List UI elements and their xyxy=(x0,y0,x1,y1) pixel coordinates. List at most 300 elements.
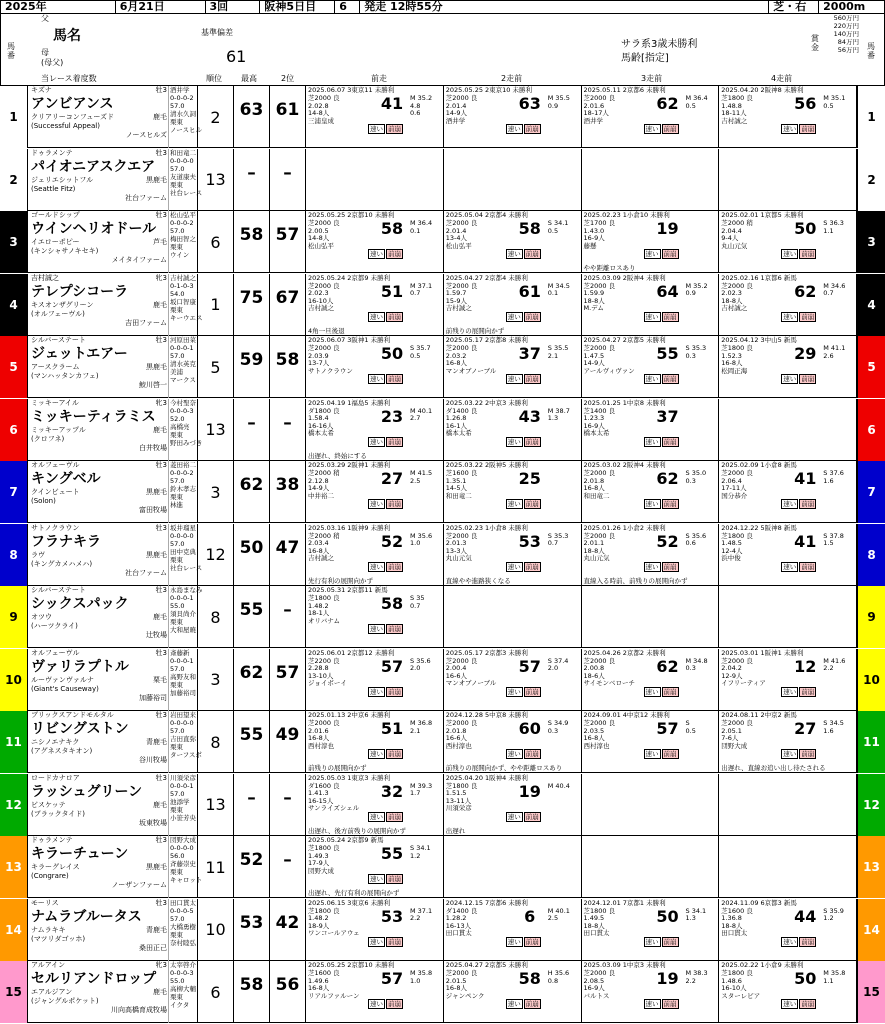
race-tags xyxy=(368,687,403,697)
horse-number-right: 2 xyxy=(857,149,885,211)
race-figure: 64 xyxy=(656,281,679,301)
jockey-line: 54.0 xyxy=(170,289,185,298)
breeder: 加藤裕司 xyxy=(139,693,167,702)
horse-number-right: 7 xyxy=(857,461,885,523)
race-heading: 2025.05.24 2京都9 新馬 xyxy=(308,836,384,844)
race-right: M 35.8 1.1 xyxy=(823,969,846,985)
race-right: S 35.5 2.1 xyxy=(547,344,569,360)
horse-info xyxy=(28,899,198,961)
race-right: M 39.3 1.7 xyxy=(410,781,433,797)
fast-tag: 速い xyxy=(783,562,797,571)
col-dam: 母 xyxy=(41,48,49,57)
sex-age: 牡3 xyxy=(155,461,167,469)
race-right: S 34.1 1.2 xyxy=(410,844,431,860)
sire-name: モーリス xyxy=(31,898,59,907)
coat-color: 青鹿毛 xyxy=(146,925,167,934)
race-heading: 2025.02.09 1小倉8 新馬 xyxy=(721,461,797,469)
horse-number: 6 xyxy=(0,399,28,461)
past-race-2 xyxy=(444,461,582,523)
race-left: 芝1800 良 1.48.2 18-1人 オリバナム xyxy=(308,594,340,625)
past-race-1 xyxy=(306,461,444,523)
jockey-line: 吉田直弥 xyxy=(170,735,196,743)
jockey-line: 57.0 xyxy=(170,789,185,798)
past-race-4 xyxy=(719,149,857,211)
broodmare-sire: (Congrare) xyxy=(31,872,69,880)
race-heading: 2025.06.15 3東京6 未勝利 xyxy=(308,898,391,907)
sire-name: シルバーステート xyxy=(31,336,86,344)
fast-tag: 速い xyxy=(370,1000,383,1008)
fast-tag: 速い xyxy=(645,250,659,258)
race-heading: 2025.01.13 2中京6 未勝利 xyxy=(308,711,391,719)
horse-row xyxy=(0,836,885,898)
jockey-line: 社台レース xyxy=(170,188,203,197)
past-race-1 xyxy=(306,211,444,273)
race-tags xyxy=(644,999,679,1009)
top-speed: – xyxy=(247,412,256,433)
past-race-4 xyxy=(719,899,857,961)
col-prev2: 2走前 xyxy=(501,74,523,83)
jockey-block xyxy=(168,86,202,148)
race-left: 芝2000 良 1.47.5 14-9人 アールヴィヴァン xyxy=(583,344,635,375)
rank: 8 xyxy=(198,711,234,773)
second-speed-cell xyxy=(270,336,306,398)
fast-tag: 速い xyxy=(370,937,383,946)
horse-number-right: 15 xyxy=(857,961,885,1023)
sire-name: ブリックスアンドモルタル xyxy=(31,711,114,719)
jockey-line: 斎藤新 xyxy=(170,648,190,657)
horse-info xyxy=(28,86,202,148)
breeder: 谷川牧場 xyxy=(139,756,167,764)
race-tags xyxy=(644,687,679,697)
jockey-block xyxy=(168,774,198,836)
second-speed-cell xyxy=(270,961,306,1023)
dam-name: クリアリーコンフューズド xyxy=(31,113,115,121)
horse-info xyxy=(28,148,203,211)
fast-tag: 速い xyxy=(507,812,521,821)
race-left: 芝1400 良 1.23.3 16-9人 橋本太希 xyxy=(583,406,616,437)
race-tags xyxy=(368,249,403,259)
past-race-3 xyxy=(582,274,720,336)
horse-number: 15 xyxy=(0,961,28,1023)
rank: 5 xyxy=(198,336,234,398)
sex-age: 牡3 xyxy=(155,586,167,594)
horse-number: 3 xyxy=(0,211,28,273)
race-right: S 34.1 1.3 xyxy=(685,906,707,922)
fast-tag: 速い xyxy=(645,125,659,133)
jockey-line: 池添学 xyxy=(170,797,190,806)
jockey-line: 社台レース xyxy=(170,563,203,572)
second-speed: 56 xyxy=(275,975,300,995)
front-tag: 前崩 xyxy=(525,312,539,321)
breeder: 鮫川啓一 xyxy=(139,381,167,389)
rank: 6 xyxy=(198,961,234,1023)
race-right: M 38.7 1.3 xyxy=(547,406,570,422)
jockey-line: 太宰啓介 xyxy=(170,961,196,969)
horse-name: キングベル xyxy=(31,471,101,487)
front-tag: 前崩 xyxy=(663,375,677,383)
fast-tag: 速い xyxy=(783,937,797,946)
past-race-3 xyxy=(582,149,720,211)
broodmare-sire: (クロフネ) xyxy=(31,434,65,443)
front-tag: 前崩 xyxy=(801,687,815,696)
front-tag: 前崩 xyxy=(525,250,539,258)
coat-color: 鹿毛 xyxy=(153,613,167,621)
jockey-line: 57.0 xyxy=(170,352,185,360)
fast-tag: 速い xyxy=(507,312,521,321)
second-speed-cell xyxy=(270,399,306,461)
jockey-line: キーウエス xyxy=(170,313,203,322)
past-race-3 xyxy=(582,399,720,461)
horse-row xyxy=(0,274,885,336)
past-race-2 xyxy=(444,899,582,961)
horse-number-right: 14 xyxy=(857,899,885,961)
horse-number: 5 xyxy=(0,336,28,398)
race-right: M 41.5 2.5 xyxy=(410,469,433,485)
race-heading: 2025.02.23 1小倉10 未勝利 xyxy=(583,211,670,219)
second-speed: 49 xyxy=(275,725,300,745)
race-figure: 62 xyxy=(656,94,679,113)
race-tags xyxy=(644,499,679,509)
jockey-block xyxy=(168,899,198,961)
race-figure: 37 xyxy=(656,406,679,426)
jockey-line: 栗東 xyxy=(170,805,183,814)
jockey-line: 栗東 xyxy=(170,493,183,501)
jockey-line: 栗東 xyxy=(170,305,183,314)
race-heading: 2025.05.25 2東京10 未勝利 xyxy=(445,86,533,94)
broodmare-sire: (ハーツクライ) xyxy=(31,622,78,630)
race-figure: 62 xyxy=(656,469,679,488)
race-heading: 2024.08.11 2中京2 新馬 xyxy=(721,711,797,719)
sex-age: 牝3 xyxy=(155,961,167,969)
breeder: ノースヒルズ xyxy=(125,131,167,139)
race-right: M 36.4 0.5 xyxy=(685,94,708,110)
fast-tag: 速い xyxy=(507,125,521,133)
jockey-line: 0-0-0-5 xyxy=(170,906,194,915)
top-speed: – xyxy=(247,787,256,808)
race-heading: 2025.04.26 2京都2 未勝利 xyxy=(583,648,666,657)
top-speed-cell xyxy=(234,711,270,773)
jockey-line: 0-1-0-3 xyxy=(170,281,194,290)
horse-number-right: 13 xyxy=(857,836,885,898)
jockey-line: 0-0-0-3 xyxy=(170,406,194,415)
past-race-2 xyxy=(444,711,582,773)
race-heading: 2025.04.19 1福島5 未勝利 xyxy=(308,398,391,407)
past-race-2 xyxy=(444,649,582,711)
past-race-4 xyxy=(719,711,857,773)
jockey-line: イクタ xyxy=(170,1001,190,1009)
race-figure: 37 xyxy=(518,344,541,363)
top-speed-cell xyxy=(234,336,270,398)
horse-row xyxy=(0,961,885,1023)
horse-name: ラッシュグリーン xyxy=(31,783,143,800)
race-figure: 6 xyxy=(524,906,536,926)
race-comment: 出遅れ、先行有利の展開向かず xyxy=(308,889,400,897)
race-figure: 51 xyxy=(380,719,404,738)
fast-tag: 速い xyxy=(370,750,383,758)
horse-name: アンビアンス xyxy=(31,96,114,112)
dam-name: クインビュート xyxy=(31,488,80,496)
race-right: S 34.9 0.3 xyxy=(547,719,569,735)
horse-number: 14 xyxy=(0,899,28,961)
race-heading: 2025.03.09 1中京3 未勝利 xyxy=(583,961,666,969)
jockey-line: 小笹芳央 xyxy=(170,813,196,822)
race-right: M 35.1 0.5 xyxy=(823,94,846,110)
race-tags xyxy=(506,812,541,822)
fast-tag: 速い xyxy=(507,1000,521,1008)
past-race-4 xyxy=(719,774,857,836)
jockey-line: 清水英克 xyxy=(170,360,196,368)
race-right: M 37.1 2.2 xyxy=(410,906,433,922)
race-heading: 2024.12.01 7京都1 未勝利 xyxy=(583,898,666,907)
front-tag: 前崩 xyxy=(388,562,401,571)
horse-info xyxy=(28,961,198,1023)
race-figure: 55 xyxy=(380,844,404,863)
coat-color: 鹿毛 xyxy=(153,988,167,996)
fast-tag: 速い xyxy=(783,312,797,321)
race-right: S 35.6 2.0 xyxy=(410,656,431,672)
horse-name: セルリアンドロップ xyxy=(31,971,157,987)
second-speed: 61 xyxy=(275,100,300,120)
past-race-3 xyxy=(582,524,720,586)
jockey-line: 0-0-0-1 xyxy=(170,781,194,790)
breeder: メイタイファーム xyxy=(111,256,167,264)
past-race-4 xyxy=(719,649,857,711)
top-speed: 62 xyxy=(239,475,264,495)
rank: 10 xyxy=(198,899,234,961)
race-heading: 2025.03.09 2阪神4 未勝利 xyxy=(583,273,666,282)
jockey-line: 加藤裕司 xyxy=(170,688,196,697)
race-left: 芝2000 良 2.01.6 16-8人 西村淳也 xyxy=(308,719,340,750)
race-left: 芝2000 良 1.59.9 18-8人 M.デム xyxy=(583,281,616,312)
rank: 6 xyxy=(198,211,234,273)
jockey-block xyxy=(168,523,203,586)
horse-number-right: 12 xyxy=(857,774,885,836)
front-tag: 前崩 xyxy=(663,312,677,321)
race-heading: 2025.03.16 1阪神9 未勝利 xyxy=(308,523,391,532)
horse-info xyxy=(28,461,198,523)
top-speed-cell xyxy=(234,774,270,836)
prize-label: 賞金 xyxy=(811,34,819,52)
horse-number-right: 6 xyxy=(857,399,885,461)
horse-info xyxy=(28,523,203,586)
second-speed: 58 xyxy=(275,350,300,370)
race-tags xyxy=(368,999,403,1009)
second-speed: – xyxy=(283,850,292,870)
race-figure: 53 xyxy=(380,906,404,926)
race-figure: 27 xyxy=(380,469,404,488)
race-left: 芝2000 良 2.06.4 17-11人 国分恭介 xyxy=(721,469,753,500)
top-speed: 52 xyxy=(239,850,264,870)
jockey-line: 栗東 xyxy=(170,180,183,189)
rank: 13 xyxy=(198,399,234,461)
fast-tag: 速い xyxy=(507,250,521,258)
front-tag: 前崩 xyxy=(388,625,401,633)
second-speed: – xyxy=(283,600,292,620)
past-race-2 xyxy=(444,774,582,836)
race-tags xyxy=(368,312,403,322)
jockey-line: 奈村睦弘 xyxy=(170,938,196,947)
fast-tag: 速い xyxy=(645,687,659,696)
sex-age: 牡3 xyxy=(155,148,167,157)
second-speed-cell xyxy=(270,461,306,523)
broodmare-sire: (ジャングルポケット) xyxy=(31,997,99,1005)
horse-row xyxy=(0,336,885,398)
race-heading: 2024.12.15 7京都6 未勝利 xyxy=(445,898,528,907)
fast-tag: 速い xyxy=(507,437,521,446)
race-heading: 2025.01.25 1中京8 未勝利 xyxy=(583,398,666,407)
past-race-4 xyxy=(719,211,857,273)
horse-info xyxy=(28,774,198,836)
second-speed: 67 xyxy=(275,287,300,308)
race-left: 芝2000 良 2.01.6 18-17人 酒井学 xyxy=(583,94,616,125)
jockey-line: 0-0-0-2 xyxy=(170,219,194,227)
horse-name: シックスパック xyxy=(31,596,129,612)
front-tag: 前崩 xyxy=(525,375,539,383)
race-figure: 29 xyxy=(794,344,817,363)
race-tags xyxy=(644,249,679,259)
jockey-line: 栗東 xyxy=(170,555,183,564)
second-speed-cell xyxy=(270,211,306,273)
race-comment: 出遅れ xyxy=(445,826,466,835)
race-figure: 12 xyxy=(794,656,817,676)
horse-name: ナムラブルータス xyxy=(31,908,142,925)
second-speed: 57 xyxy=(275,662,300,683)
race-right: S 34.5 1.6 xyxy=(823,719,844,735)
past-race-1 xyxy=(306,836,444,898)
sex-age: 牡3 xyxy=(155,523,167,532)
jockey-line: 今村聖奈 xyxy=(170,398,196,407)
top-speed-cell xyxy=(234,211,270,273)
horse-number-right: 1 xyxy=(857,86,885,148)
jockey-line: 57.0 xyxy=(170,914,185,923)
sex-age: 牡3 xyxy=(155,898,167,907)
race-figure: 56 xyxy=(794,94,817,113)
race-heading: 2025.04.20 1阪神4 未勝利 xyxy=(445,773,528,782)
prize-1: 560万円 xyxy=(833,14,859,22)
race-left: ダ1400 良 1.28.2 16-13人 田口貫太 xyxy=(445,906,478,937)
race-heading: 2025.02.01 1京都5 未勝利 xyxy=(721,211,804,219)
jockey-line: 高柳大輔 xyxy=(170,985,196,993)
race-right: M 34.5 0.1 xyxy=(547,281,570,297)
sex-age: 牝3 xyxy=(155,273,167,282)
past-race-3 xyxy=(582,961,720,1023)
race-heading: 2025.03.02 2阪神4 未勝利 xyxy=(583,461,666,469)
race-course: 阪神5日目 xyxy=(260,1,335,13)
race-heading: 2025.03.29 2阪神1 未勝利 xyxy=(308,461,391,469)
past-race-4 xyxy=(719,961,857,1023)
race-figure: 41 xyxy=(794,531,817,551)
horse-name: パイオニアスクエア xyxy=(31,158,156,175)
col-prev: 前走 xyxy=(371,74,387,83)
race-figure: 23 xyxy=(380,406,404,426)
jockey-line: 0-0-0-3 xyxy=(170,969,194,977)
race-heading: 2025.01.26 1小倉2 未勝利 xyxy=(583,523,666,532)
race-tags xyxy=(506,749,541,759)
race-figure: 50 xyxy=(380,344,404,363)
col-second: 2位 xyxy=(281,74,295,83)
race-figure: 19 xyxy=(656,219,679,238)
top-speed-cell xyxy=(234,461,270,523)
race-left: 芝2000 良 2.03.9 13-7人 サトノクラウン xyxy=(308,344,353,375)
col-bms: (母父) xyxy=(41,58,64,67)
race-figure: 61 xyxy=(518,281,541,301)
race-heading: 2024.09.01 4中京12 未勝利 xyxy=(583,711,670,719)
race-heading: 2025.02.16 1京都6 新馬 xyxy=(721,273,797,282)
race-left: 芝2000 良 2.01.1 18-8人 丸山元気 xyxy=(583,531,616,562)
race-left: 芝2000 稍 2.12.8 14-9人 中井裕二 xyxy=(308,469,340,500)
fast-tag: 速い xyxy=(645,937,659,946)
horse-number: 7 xyxy=(0,461,28,523)
prize-4: 84万円 xyxy=(837,38,859,46)
race-figure: 62 xyxy=(794,281,817,301)
jockey-line: 大和屋暁 xyxy=(170,626,196,634)
race-date: 6月21日 xyxy=(116,1,206,13)
race-tags xyxy=(644,562,679,572)
past-race-4 xyxy=(719,586,857,648)
race-comment: 直線入る時前、前残りの展開向かず xyxy=(583,576,688,585)
race-left: 芝2000 良 2.02.3 18-8人 吉村誠之 xyxy=(721,281,753,312)
fast-tag: 速い xyxy=(783,1000,797,1008)
race-right: S 37.6 1.6 xyxy=(823,469,844,485)
race-tags xyxy=(506,687,541,697)
jockey-line: 斉藤崇史 xyxy=(170,860,196,868)
horse-info xyxy=(28,649,198,711)
col-horse: 馬名 xyxy=(53,28,81,44)
sire-name: サトノクラウン xyxy=(31,523,80,532)
coat-color: 青鹿毛 xyxy=(146,738,167,746)
race-left: 芝1800 良 1.51.5 13-11人 川須栄彦 xyxy=(445,781,478,812)
past-race-4 xyxy=(719,524,857,586)
race-tags xyxy=(644,312,679,322)
race-figure: 57 xyxy=(518,656,541,676)
race-right: M 37.1 0.7 xyxy=(410,281,433,297)
race-heading: 2025.05.17 2京都3 未勝利 xyxy=(445,648,528,657)
fast-tag: 速い xyxy=(370,500,383,508)
jockey-block xyxy=(168,586,203,648)
race-heading: 2025.05.31 2京都11 新馬 xyxy=(308,586,388,594)
broodmare-sire: (キングカメハメハ) xyxy=(31,559,93,568)
top-speed: 63 xyxy=(239,100,264,120)
jockey-line: ウイン xyxy=(170,251,190,259)
race-right: S 35.0 0.3 xyxy=(685,469,707,485)
jockey-line: 大橋勇樹 xyxy=(170,922,196,931)
front-tag: 前崩 xyxy=(388,250,401,258)
past-race-1 xyxy=(306,899,444,961)
race-left: 芝1600 良 1.35.1 14-5人 和田竜二 xyxy=(445,469,478,500)
race-comment: 出遅れ、終始にする xyxy=(308,451,367,460)
horse-number: 1 xyxy=(0,86,28,148)
race-figure: 19 xyxy=(518,781,541,801)
front-tag: 前崩 xyxy=(663,937,677,946)
front-tag: 前崩 xyxy=(663,562,677,571)
rank: 1 xyxy=(198,274,234,336)
jockey-line: 栗東 xyxy=(170,930,183,939)
past-race-1 xyxy=(306,961,444,1023)
fast-tag: 速い xyxy=(370,687,383,696)
race-tags xyxy=(781,499,816,509)
race-heading: 2025.05.25 2京都10 未勝利 xyxy=(308,961,395,969)
breeder: 坂東牧場 xyxy=(139,818,167,827)
front-tag: 前崩 xyxy=(388,750,401,758)
race-figure: 53 xyxy=(518,531,541,551)
horse-number-right: 5 xyxy=(857,336,885,398)
second-speed-cell xyxy=(270,524,306,586)
race-left: 芝2000 良 2.01.4 14-9人 酒井学 xyxy=(445,94,478,125)
race-figure: 41 xyxy=(380,94,404,113)
jockey-line: 栗東 xyxy=(170,118,183,126)
jockey-line: 永島まなみ xyxy=(170,586,203,594)
race-heading: 2025.06.01 2京都12 未勝利 xyxy=(308,648,395,657)
